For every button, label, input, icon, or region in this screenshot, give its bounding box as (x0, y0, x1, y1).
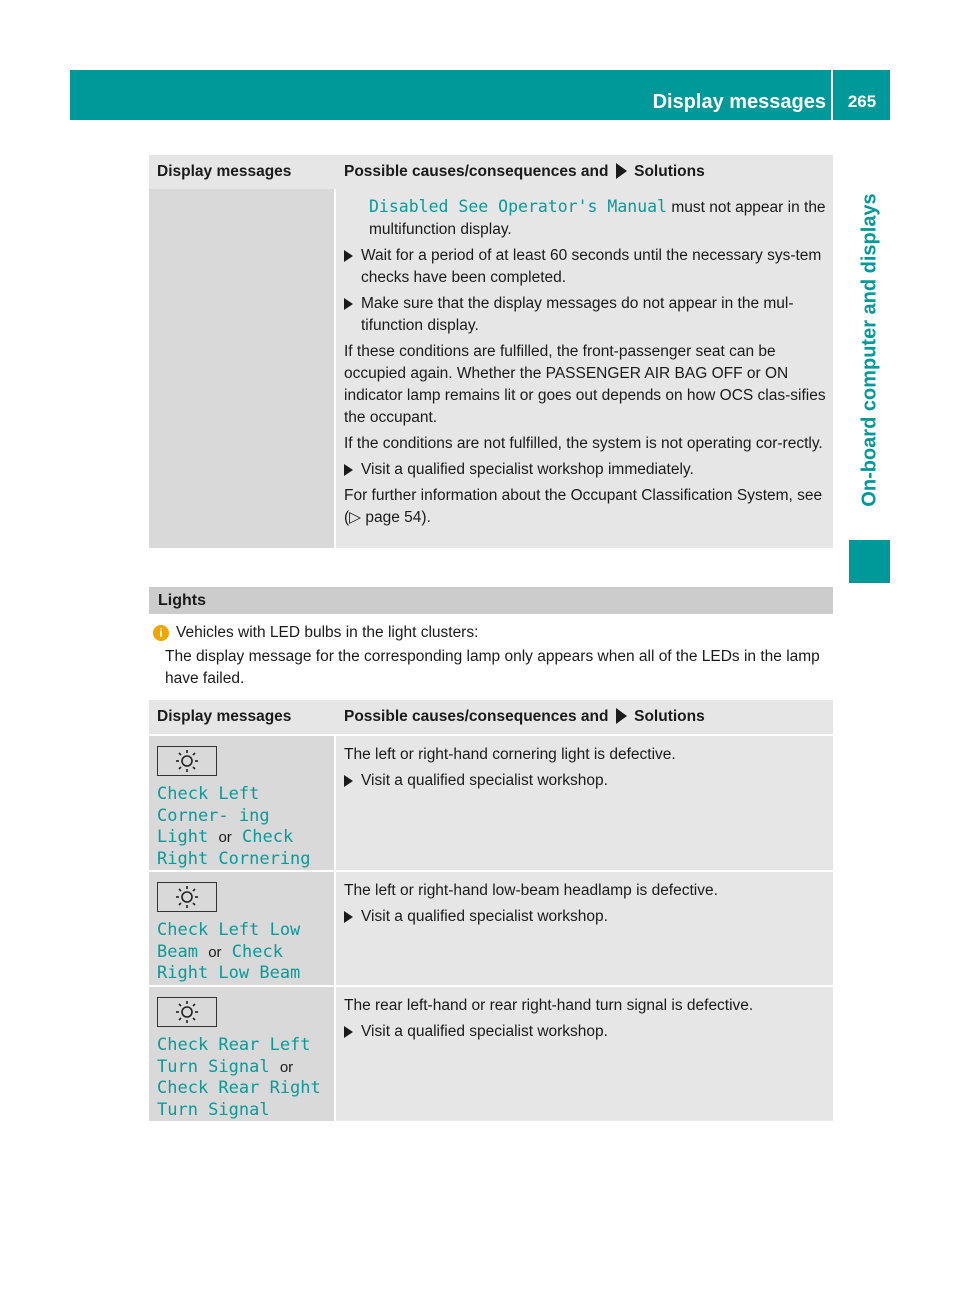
message-cell (149, 736, 334, 870)
list-item: Visit a qualified specialist workshop. (344, 770, 827, 792)
lamp-warning-icon (173, 885, 201, 909)
cause-text: The left or right-hand cornering light is defective. (344, 746, 676, 763)
list-item: Wait for a period of at least 60 seconds until the necessary sys-tem checks have been completed. (344, 245, 827, 289)
list-item: Make sure that the display messages do not appear in the mul-tifunction display. (344, 293, 827, 337)
lamp-warning-icon (157, 997, 217, 1027)
header-causes: Possible causes/consequences and Solutions (344, 708, 705, 725)
table-header (149, 155, 833, 189)
solution-arrow-icon (344, 911, 353, 923)
solution-arrow-icon (344, 250, 353, 262)
message-cell (149, 987, 334, 1121)
page-number: 265 (847, 92, 877, 111)
display-message: Check Left Corner‐ ing Light or Check Right Cornering (157, 784, 311, 869)
causes-cell (336, 987, 833, 1121)
list-item: Visit a qualified specialist workshop. (344, 1021, 827, 1043)
solution-arrow-icon (344, 464, 353, 476)
causes-cell (336, 736, 833, 870)
info-line-1: Vehicles with LED bulbs in the light clusters: (176, 624, 479, 641)
info-line-2: The display message for the corresponding lamp only appears when all of the LEDs in the lamp have failed. (165, 648, 820, 687)
lamp-warning-icon (173, 1000, 201, 1024)
section-heading-lights: Lights (149, 587, 833, 614)
lamp-warning-icon (157, 746, 217, 776)
solution-arrow-icon (344, 1026, 353, 1038)
table-row (149, 987, 833, 1121)
display-message: Check Rear Left Turn Signal or Check Rear Right Turn Signal (157, 1035, 321, 1120)
table-header (149, 700, 833, 734)
list-item: Visit a qualified specialist workshop immediately. (344, 459, 827, 481)
cause-text: The left or right-hand low-beam headlamp is defective. (344, 882, 718, 899)
continuation-text: Disabled See Operator's Manual must not appear in the multifunction display. (369, 197, 826, 238)
page-reference[interactable]: For further information about the Occupant Classification System, see (▷ page 54). (344, 487, 823, 526)
side-tab-marker (849, 540, 890, 583)
header-causes: Possible causes/consequences and Solutions (344, 163, 705, 180)
paragraph: If these conditions are fulfilled, the front-passenger seat can be occupied again. Whether the PASSENGER AIR BAG OFF or ON indicator lamp remains lit or goes out depends on how OCS clas-sifies the occupant. (344, 343, 826, 426)
header-divider (831, 70, 833, 120)
side-tab-label: On-board computer and displays (858, 193, 880, 507)
header-display-messages: Display messages (157, 163, 292, 180)
cause-text: The rear left-hand or rear right-hand turn signal is defective. (344, 997, 754, 1014)
solution-arrow-icon (344, 775, 353, 787)
lamp-warning-icon (173, 749, 201, 773)
table-row (149, 189, 833, 548)
lamp-warning-icon (157, 882, 217, 912)
info-icon: i (153, 625, 169, 641)
side-tab (849, 170, 890, 530)
solution-arrow-icon (616, 163, 627, 179)
page-header-title: Display messages (652, 91, 826, 113)
list-item: Visit a qualified specialist workshop. (344, 906, 827, 928)
solution-arrow-icon (616, 708, 627, 724)
causes-cell (336, 189, 833, 548)
solution-arrow-icon (344, 298, 353, 310)
message-cell (149, 872, 334, 985)
display-message: Check Left Low Beam or Check Right Low Beam (157, 920, 301, 983)
message-cell-empty (149, 189, 334, 548)
header-display-messages: Display messages (157, 708, 292, 725)
causes-cell (336, 872, 833, 985)
paragraph: If the conditions are not fulfilled, the system is not operating cor-rectly. (344, 435, 823, 452)
info-note (153, 622, 833, 690)
messages-table-continued (149, 155, 833, 548)
table-row (149, 872, 833, 985)
lights-messages-table (149, 700, 833, 1121)
table-row (149, 736, 833, 870)
